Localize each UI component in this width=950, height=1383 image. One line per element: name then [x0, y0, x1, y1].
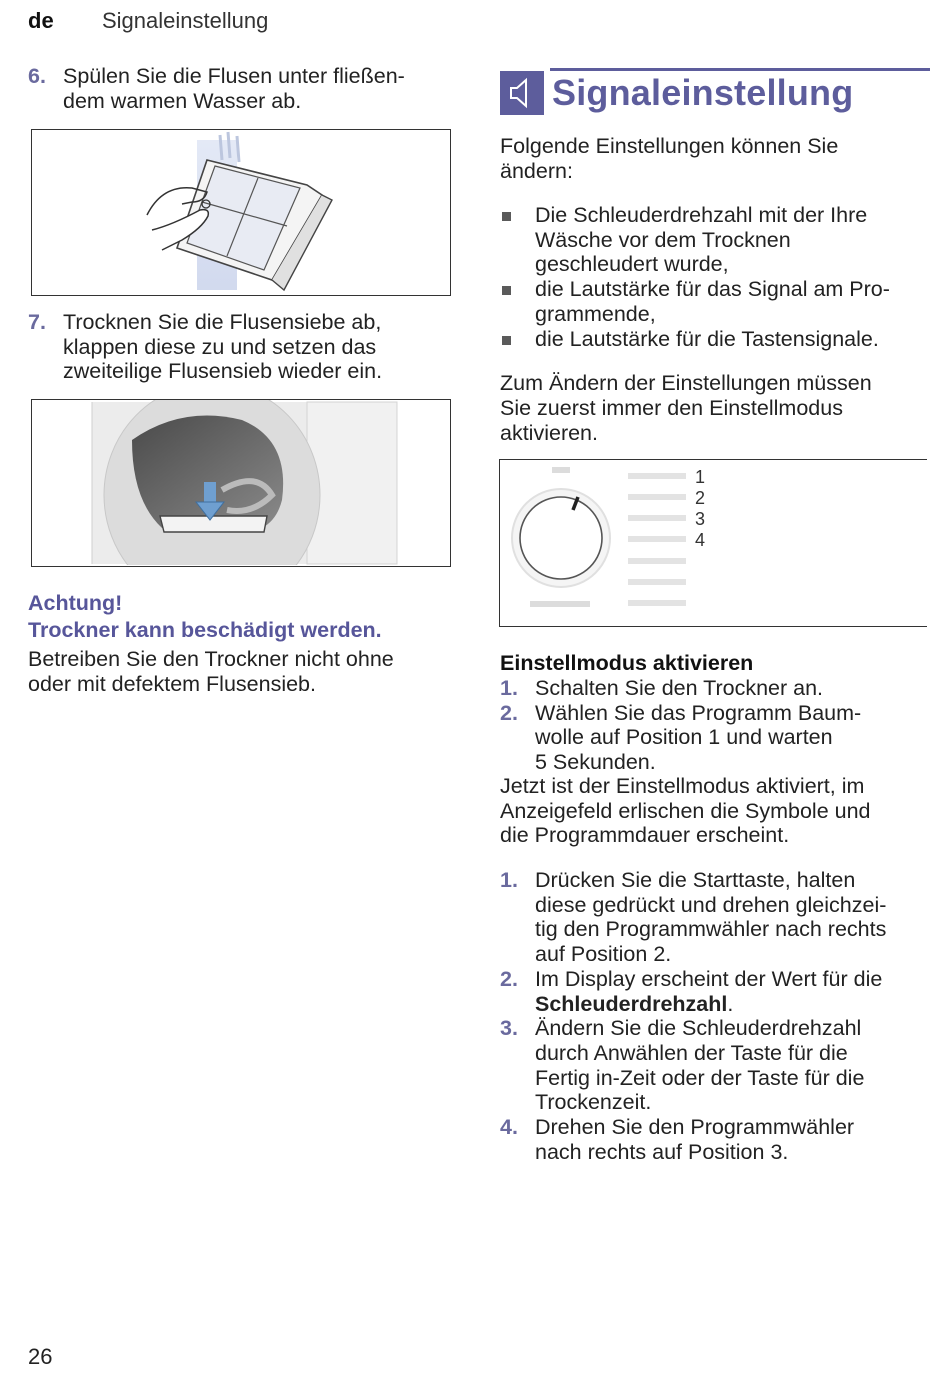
dryer-door-illustration	[32, 400, 449, 565]
step-line: Ändern Sie die Schleuderdrehzahl	[535, 1016, 862, 1041]
change-line: Zum Ändern der Einstellungen müssen	[500, 371, 872, 395]
section-rule	[550, 68, 930, 71]
spin-speed-steps	[500, 868, 940, 1164]
step-line: durch Anwählen der Taste für die	[535, 1040, 848, 1065]
warning-text	[28, 647, 458, 697]
list-line: Wäsche vor dem Trocknen	[535, 227, 791, 252]
position-label: 4	[695, 530, 706, 550]
step-line: zweiteilige Flusensieb wieder ein.	[63, 359, 383, 384]
list-line: die Lautstärke für die Tastensignale.	[535, 326, 879, 351]
warning-line: oder mit defektem Flusensieb.	[28, 672, 316, 696]
step-item	[500, 1115, 940, 1164]
step-line: klappen diese zu und setzen das	[63, 334, 377, 359]
step-line: Spülen Sie die Flusen unter fließen-	[63, 64, 405, 88]
lint-filter-insert-figure	[31, 399, 451, 567]
control-panel-figure	[499, 459, 927, 627]
step-line: wolle auf Position 1 und warten	[535, 725, 833, 750]
bullet-square-icon	[502, 336, 511, 345]
status-text	[500, 774, 940, 848]
speaker-icon	[500, 71, 544, 115]
step-item	[500, 967, 940, 1016]
step-number: 6.	[28, 64, 46, 88]
step-line: Schalten Sie den Trockner an.	[535, 676, 824, 700]
bullet-square-icon	[502, 286, 511, 295]
warning-block	[28, 590, 458, 697]
step-line: diese gedrückt und drehen gleichzei-	[535, 892, 887, 917]
step-line: tig den Programmwähler nach rechts	[535, 917, 887, 942]
change-line: aktivieren.	[500, 421, 598, 445]
position-label: 2	[695, 488, 706, 508]
section-title: Signaleinstellung	[552, 72, 854, 113]
step-line: Im Display erscheint der Wert für die	[535, 966, 883, 991]
change-text	[500, 371, 940, 446]
change-line: Sie zuerst immer den Einstellmodus	[500, 396, 843, 420]
step-line: Fertig in-Zeit oder der Taste für die	[535, 1065, 865, 1090]
position-labels	[695, 467, 705, 551]
intro-line: ändern:	[500, 159, 573, 183]
list-line: Die Schleuderdrehzahl mit der Ihre	[535, 203, 868, 227]
step-line: 5 Sekunden.	[535, 750, 656, 775]
step-line: Wählen Sie das Programm Baum-	[535, 700, 862, 725]
step-line: Drehen Sie den Programmwähler	[535, 1115, 855, 1140]
step-number: 2.	[500, 966, 518, 991]
status-line: Jetzt ist der Einstellmodus aktiviert, im	[500, 774, 865, 798]
list-item	[500, 327, 940, 352]
step-line: auf Position 2.	[535, 942, 672, 967]
lint-filter-rinse-figure	[31, 129, 451, 296]
step-punctuation: .	[727, 991, 734, 1016]
step-item	[500, 676, 940, 701]
step-7	[28, 310, 458, 384]
step-number: 1.	[500, 676, 518, 700]
list-line: grammende,	[535, 301, 656, 326]
status-line: Anzeigefeld erlischen die Symbole und	[500, 798, 871, 823]
step-number: 7.	[28, 310, 46, 334]
list-item	[500, 277, 940, 326]
list-line: geschleudert wurde,	[535, 252, 729, 277]
step-line: Trocknen Sie die Flusensiebe ab,	[63, 310, 382, 334]
step-line: Trockenzeit.	[535, 1090, 652, 1115]
header-title: Signaleinstellung	[102, 8, 269, 33]
position-label: 1	[695, 467, 706, 487]
intro-text	[500, 134, 930, 184]
step-item	[28, 310, 458, 384]
subheading: Einstellmodus aktivieren	[500, 651, 754, 675]
step-bold-term: Schleuderdrehzahl	[535, 991, 728, 1016]
warning-title: Achtung!	[28, 591, 123, 615]
list-line: die Lautstärke für das Signal am Pro-	[535, 277, 890, 302]
warning-subtitle: Trockner kann beschädigt werden.	[28, 618, 382, 642]
step-item	[28, 64, 458, 113]
step-number: 3.	[500, 1016, 518, 1041]
step-line: dem warmen Wasser ab.	[63, 88, 302, 113]
step-line: Drücken Sie die Starttaste, halten	[535, 868, 856, 892]
step-number: 1.	[500, 868, 518, 892]
activation-steps	[500, 676, 940, 775]
position-label: 3	[695, 509, 706, 529]
warning-line: Betreiben Sie den Trockner nicht ohne	[28, 647, 394, 671]
section-header	[500, 68, 930, 120]
settings-list	[500, 203, 940, 351]
step-6	[28, 64, 458, 113]
program-selector-illustration	[500, 460, 926, 625]
step-item	[500, 868, 940, 967]
step-item	[500, 701, 940, 775]
step-item	[500, 1016, 940, 1115]
step-number: 2.	[500, 700, 518, 725]
page-number: 26	[28, 1344, 53, 1369]
step-line: nach rechts auf Position 3.	[535, 1139, 789, 1164]
header-language: de	[28, 8, 54, 33]
step-number: 4.	[500, 1115, 518, 1140]
bullet-square-icon	[502, 212, 511, 221]
status-line: die Programmdauer erscheint.	[500, 823, 790, 848]
lint-filter-illustration	[32, 130, 449, 294]
intro-line: Folgende Einstellungen können Sie	[500, 134, 839, 158]
list-item	[500, 203, 940, 277]
